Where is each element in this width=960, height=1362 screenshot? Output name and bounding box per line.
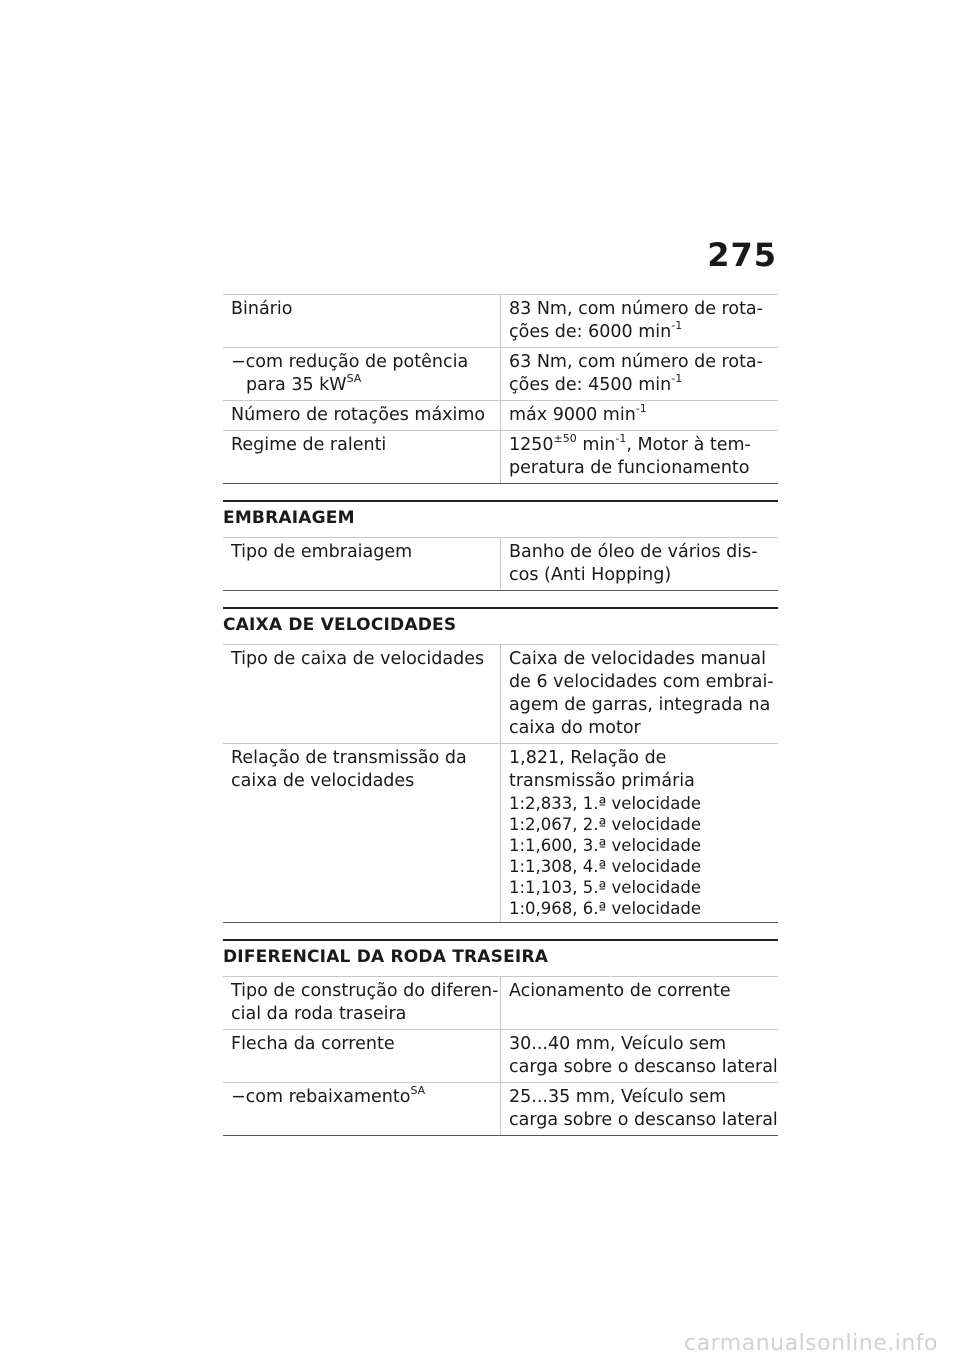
chain-slack-value: 30...40 mm, Veículo sem carga sobre o descanso lateral — [501, 1030, 779, 1083]
torque-label: Binário — [223, 295, 501, 348]
torque-reduced-value-text: 63 Nm, com número de rota-ções de: 4500 min — [509, 352, 763, 395]
torque-reduced-value — [501, 348, 779, 401]
max-rpm-unit-sup: -1 — [635, 402, 647, 416]
clutch-spec-table — [223, 537, 778, 591]
idle-label: Regime de ralenti — [223, 431, 501, 484]
sa-marker: SA — [410, 1084, 426, 1098]
table-row — [223, 348, 778, 401]
table-row — [223, 538, 778, 591]
gear-ratio-3: 1:1,600, 3.ª velocidade — [509, 836, 702, 855]
section-heading-clutch: EMBRAIAGEM — [223, 500, 778, 528]
torque-reduced-label-text: −com redução de potência para 35 kW — [231, 352, 469, 395]
gear-ratio-4: 1:1,308, 4.ª velocidade — [509, 857, 702, 876]
torque-reduced-unit-sup: -1 — [671, 372, 683, 386]
gear-ratio-6: 1:0,968, 6.ª velocidade — [509, 899, 702, 918]
idle-unit: min — [576, 435, 616, 455]
max-rpm-value — [501, 401, 779, 431]
idle-value-number: 1250 — [509, 435, 554, 455]
gearbox-type-label: Tipo de caixa de velocidades — [223, 645, 501, 744]
idle-condition: , Motor à tem-peratura de funcionamento — [509, 435, 751, 478]
lowered-label — [223, 1083, 501, 1136]
sa-marker: SA — [346, 372, 362, 386]
table-row — [223, 977, 778, 1030]
section-heading-gearbox: CAIXA DE VELOCIDADES — [223, 607, 778, 635]
torque-value — [501, 295, 779, 348]
spec-content — [223, 294, 778, 1136]
torque-reduced-label — [223, 348, 501, 401]
gear-ratio-5: 1:1,103, 5.ª velocidade — [509, 878, 702, 897]
table-row — [223, 431, 778, 484]
gearbox-spec-table — [223, 644, 778, 923]
torque-value-text: 83 Nm, com número de rota-ções de: 6000 min — [509, 299, 763, 342]
gear-ratio-values — [501, 744, 779, 923]
differential-type-value: Acionamento de corrente — [501, 977, 779, 1030]
idle-value — [501, 431, 779, 484]
table-row — [223, 1083, 778, 1136]
gear-ratio-2: 1:2,067, 2.ª velocidade — [509, 815, 702, 834]
gear-ratio-label: Relação de transmissão da caixa de velocidades — [223, 744, 501, 923]
differential-type-label: Tipo de construção do diferen-cial da roda traseira — [223, 977, 501, 1030]
clutch-type-label: Tipo de embraiagem — [223, 538, 501, 591]
primary-ratio: 1,821, Relação de transmissão primária — [509, 748, 695, 791]
table-row — [223, 744, 778, 923]
engine-spec-table — [223, 294, 778, 484]
watermark: carmanualsonline.info — [684, 1331, 938, 1356]
lowered-value: 25...35 mm, Veículo sem carga sobre o descanso lateral — [501, 1083, 779, 1136]
table-row — [223, 645, 778, 744]
torque-unit-sup: -1 — [671, 319, 683, 333]
max-rpm-label: Número de rotações máximo — [223, 401, 501, 431]
gear-ratio-1: 1:2,833, 1.ª velocidade — [509, 794, 702, 813]
max-rpm-value-text: máx 9000 min — [509, 405, 636, 425]
table-row — [223, 1030, 778, 1083]
table-row — [223, 401, 778, 431]
idle-tolerance-sup: ±50 — [553, 432, 577, 446]
table-row — [223, 295, 778, 348]
chain-slack-label: Flecha da corrente — [223, 1030, 501, 1083]
lowered-label-text: −com rebaixamento — [231, 1087, 411, 1107]
clutch-type-value: Banho de óleo de vários dis-cos (Anti Hopping) — [501, 538, 779, 591]
idle-unit-sup: -1 — [615, 432, 627, 446]
section-heading-differential: DIFERENCIAL DA RODA TRASEIRA — [223, 939, 778, 967]
gearbox-type-value: Caixa de velocidades manual de 6 velocidades com embrai-agem de garras, integrada na caixa do motor — [501, 645, 779, 744]
differential-spec-table — [223, 976, 778, 1136]
page-number: 275 — [707, 236, 777, 274]
